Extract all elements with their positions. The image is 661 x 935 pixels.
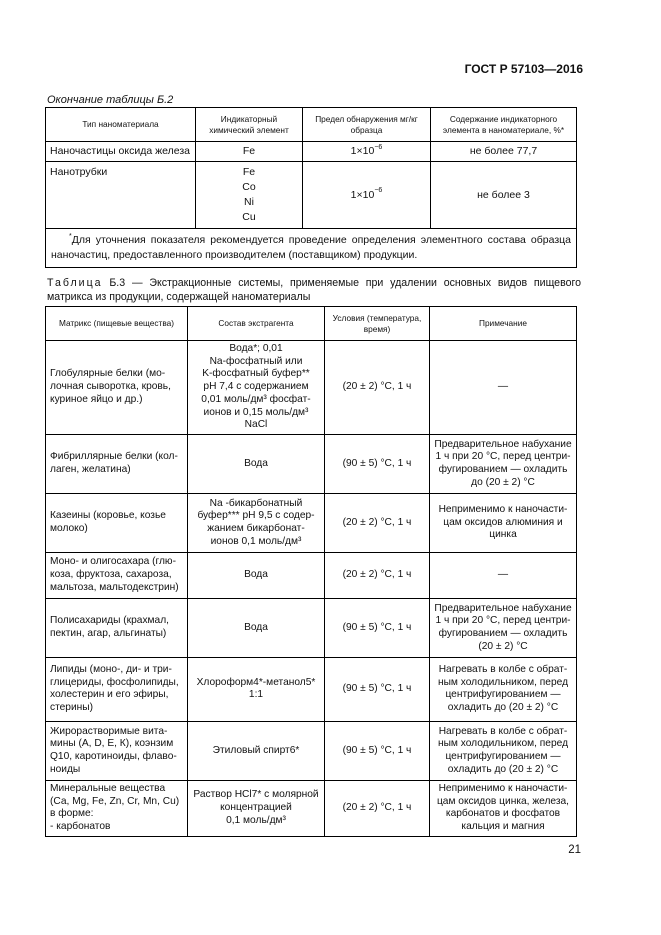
extractant-cell: Вода <box>188 434 325 493</box>
extractant-cell: Раствор HCl7* с молярной концентрацией 0,1 моль/дм³ <box>188 780 325 836</box>
matrix-cell: Фибриллярные белки (кол-лаген, желатина) <box>46 434 188 493</box>
table-footnote: *Для уточнения показателя рекомендуется проведение определения элементного состава образца наночастиц, предоставленного производителем (поставщиком) продукции. <box>46 229 577 268</box>
matrix-cell: Моно- и олигосахара (глю-коза, фруктоза, сахароза, мальтоза, мальтодекстрин) <box>46 552 188 598</box>
extractant-cell: Этиловый спирт6* <box>188 721 325 780</box>
conditions-cell: (90 ± 5) °С, 1 ч <box>325 598 430 657</box>
note-cell: Неприменимо к наночасти-цам оксидов алюминия и цинка <box>430 493 577 552</box>
matrix-sub-item: - карбонатов <box>50 821 111 833</box>
table-b3 <box>45 306 577 837</box>
page-number: 21 <box>568 844 581 856</box>
table-row <box>46 493 577 552</box>
element-content: не более 3 <box>431 162 577 229</box>
matrix-cell: Казеины (коровье, козье молоко) <box>46 493 188 552</box>
table-b3-caption <box>47 276 581 304</box>
note-cell: Неприменимо к наночасти-цам оксидов цинка, железа, карбонатов и фосфатов кальция и магния <box>430 780 577 836</box>
header-element-content: Содержание индикаторного элемента в наноматериале, %* <box>431 108 577 142</box>
table-row <box>46 341 577 435</box>
table-b2-end <box>45 107 577 268</box>
conditions-cell: (90 ± 5) °С, 1 ч <box>325 434 430 493</box>
header-extractant: Состав экстрагента <box>188 307 325 341</box>
element-item: Fe <box>242 166 256 178</box>
table-row <box>46 780 577 836</box>
table-row <box>46 142 577 162</box>
extractant-cell: Na -бикарбонатный буфер*** pH 9,5 с содер- жанием бикарбонат- ионов 0,1 моль/дм³ <box>188 493 325 552</box>
header-matrix: Матрикс (пищевые вещества) <box>46 307 188 341</box>
header-conditions: Условия (температура, время) <box>325 307 430 341</box>
extractant-cell: Вода <box>188 552 325 598</box>
indicator-elements <box>196 162 303 229</box>
table-continuation-caption: Окончание таблицы Б.2 <box>47 94 174 106</box>
conditions-cell: (20 ± 2) °С, 1 ч <box>325 552 430 598</box>
table-row <box>46 721 577 780</box>
matrix-cell: Жирорастворимые вита-мины (А, D, Е, К), коэнзим Q10, каротиноиды, флаво-ноиды <box>46 721 188 780</box>
matrix-cell: Полисахариды (крахмал, пектин, агар, альгинаты) <box>46 598 188 657</box>
matrix-cell: Минеральные вещества (Са, Мg, Fe, Zn, Cr, Mn, Cu) в форме: - карбонатов <box>46 780 188 836</box>
standard-number: ГОСТ Р 57103—2016 <box>464 62 583 76</box>
conditions-cell: (20 ± 2) °С, 1 ч <box>325 341 430 435</box>
element-item: Co <box>242 181 256 193</box>
note-cell: Нагревать в колбе с обрат-ным холодильником, перед центрифугированием — охладить до (20 ± 2) °С <box>430 657 577 721</box>
detection-limit: $1\times 10^{-6}$ <box>303 142 431 162</box>
conditions-cell: (90 ± 5) °С, 1 ч <box>325 721 430 780</box>
element-item: Cu <box>242 211 256 223</box>
note-cell: Предварительное набухание 1 ч при 20 °С, перед центри-фугированием — охладить (20 ± 2) °С <box>430 598 577 657</box>
header-indicator-element: Индикаторный химический элемент <box>196 108 303 142</box>
note-cell: — <box>430 552 577 598</box>
conditions-cell: (20 ± 2) °С, 1 ч <box>325 780 430 836</box>
extractant-cell: Вода <box>188 598 325 657</box>
detection-limit: $1\times 10^{-6}$ <box>303 162 431 229</box>
conditions-cell: (90 ± 5) °С, 1 ч <box>325 657 430 721</box>
matrix-cell: Липиды (моно-, ди- и три-глицериды, фосфолипиды, холестерин и его эфиры, стерины) <box>46 657 188 721</box>
caption-label: Таблица <box>47 277 103 289</box>
header-nanomaterial-type: Тип наноматериала <box>46 108 196 142</box>
header-detection-limit: Предел обнаружения мг/кг образца <box>303 108 431 142</box>
header-note: Примечание <box>430 307 577 341</box>
element-item: Ni <box>244 196 254 208</box>
note-cell: Нагревать в колбе с обрат-ным холодильником, перед центрифугированием — охладить до (20 ± 2) °С <box>430 721 577 780</box>
extractant-cell: Хлороформ4*-метанол5* 1:1 <box>188 657 325 721</box>
table-row <box>46 552 577 598</box>
table-footnote-row <box>46 229 577 268</box>
element-content: не более 77,7 <box>431 142 577 162</box>
table-row <box>46 162 577 229</box>
note-cell: — <box>430 341 577 435</box>
nanomaterial-type: Наночастицы оксида железа <box>46 142 196 162</box>
conditions-cell: (20 ± 2) °С, 1 ч <box>325 493 430 552</box>
table-row <box>46 598 577 657</box>
extractant-cell: Вода*; 0,01 Na-фосфатный или K-фосфатный буфер** pH 7,4 с содержанием 0,01 моль/дм³ фосфат- ионов и 0,15 моль/дм³ NaCl <box>188 341 325 435</box>
table-row <box>46 657 577 721</box>
indicator-element: Fe <box>196 142 303 162</box>
matrix-cell: Глобулярные белки (мо-лочная сыворотка, кровь, куриное яйцо и др.) <box>46 341 188 435</box>
table-row <box>46 434 577 493</box>
nanomaterial-type: Нанотрубки <box>46 162 196 229</box>
note-cell: Предварительное набухание 1 ч при 20 °С, перед центри-фугированием — охладить до (20 ± 2) °С <box>430 434 577 493</box>
caption-text: Б.3 — Экстракционные системы, применяемые при удалении основных видов пищевого матрикса из продукции, содержащей наноматериалы <box>47 277 581 303</box>
